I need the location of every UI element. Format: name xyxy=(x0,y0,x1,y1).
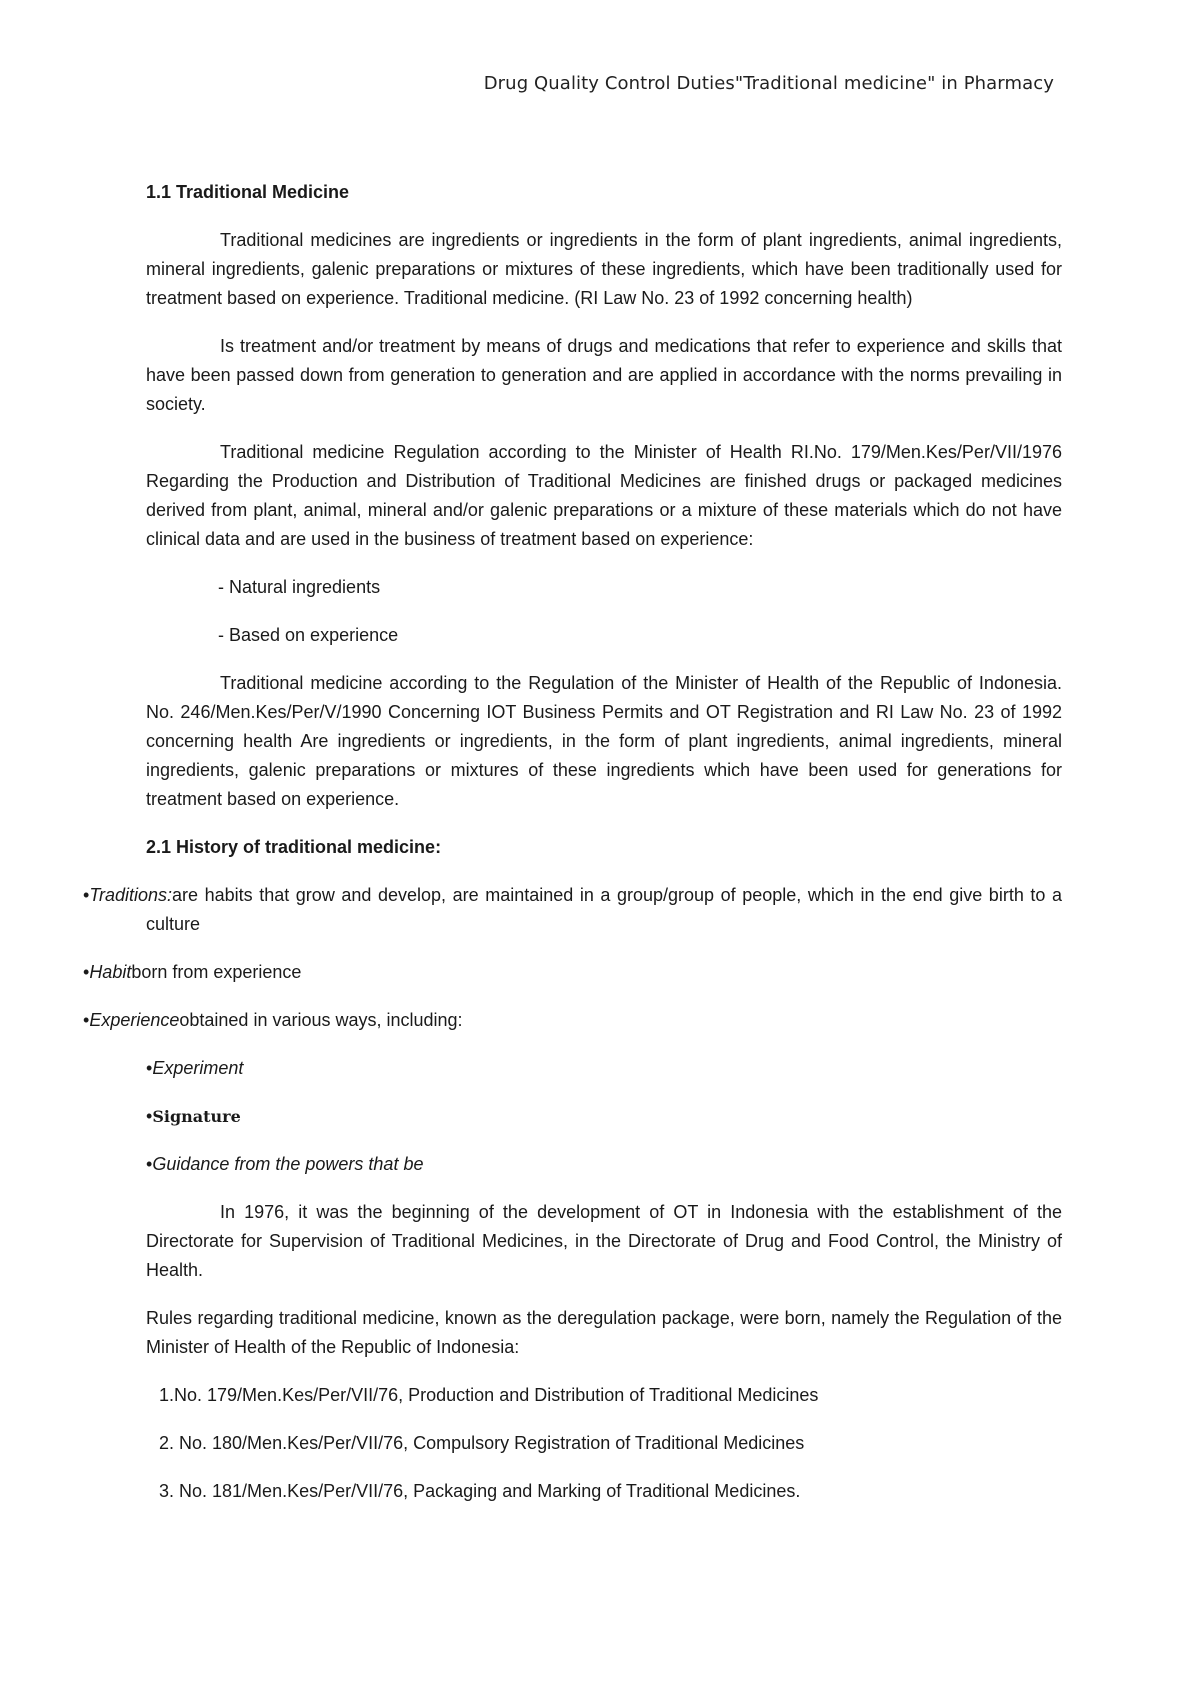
bullet-icon: • xyxy=(83,885,90,905)
paragraph-deregulation: Rules regarding traditional medicine, known as the deregulation package, were born, namely the Regulation of the Minister of Health of the Republic of Indonesia: xyxy=(146,1308,1062,1357)
numbered-item-3: 3. No. 181/Men.Kes/Per/VII/76, Packaging and Marking of Traditional Medicines. xyxy=(159,1481,801,1501)
running-header: Drug Quality Control Duties"Traditional medicine" in Pharmacy xyxy=(483,73,1054,94)
bullet-icon: • xyxy=(83,1010,90,1030)
paragraph-definition: Traditional medicines are ingredients or ingredients in the form of plant ingredients, animal ingredients, mineral ingredients, galenic preparations or mixtures of these ingredients, which have been traditionally used for treatment based on experience. Traditional medicine. (RI Law No. 23 of 1992 concerning health) xyxy=(146,230,1062,308)
list-item-natural-ingredients: - Natural ingredients xyxy=(218,577,381,597)
bullet-text: born from experience xyxy=(131,962,302,982)
bullet-icon: • xyxy=(146,1154,153,1174)
bullet-icon: • xyxy=(83,962,90,982)
bullet-traditions xyxy=(83,881,1062,939)
paragraph-regulation-1976: Traditional medicine Regulation according to the Minister of Health RI.No. 179/Men.Kes/Per/VII/1976 Regarding the Production and Distribution of Traditional Medicines are finished drugs or packaged medicines derived from plant, animal, mineral and/or galenic preparations or a mixture of these materials which do not have clinical data and are used in the business of treatment based on experience: xyxy=(146,442,1062,549)
sub-bullet-text: Signature xyxy=(152,1107,241,1126)
sub-bullet-text: Experiment xyxy=(152,1058,244,1078)
bullet-term: Traditions: xyxy=(89,885,173,905)
bullet-habit xyxy=(83,958,1062,987)
paragraph-regulation-1990: Traditional medicine according to the Regulation of the Minister of Health of the Republic of Indonesia. No. 246/Men.Kes/Per/V/1990 Concerning IOT Business Permits and OT Registration and RI Law No. 23 of 1992 concerning health Are ingredients or ingredients, in the form of plant ingredients, animal ingredients, mineral ingredients, galenic preparations or mixtures of these ingredients which have been used for generations for treatment based on experience. xyxy=(146,673,1062,809)
sub-bullet-signature xyxy=(146,1102,1062,1131)
bullet-icon: • xyxy=(146,1106,153,1126)
section-heading-1-1: 1.1 Traditional Medicine xyxy=(146,182,350,202)
bullet-text: obtained in various ways, including: xyxy=(179,1010,463,1030)
numbered-item-2: 2. No. 180/Men.Kes/Per/VII/76, Compulsory Registration of Traditional Medicines xyxy=(159,1433,805,1453)
list-item-based-on-experience: - Based on experience xyxy=(218,625,399,645)
sub-bullet-text: Guidance from the powers that be xyxy=(152,1154,424,1174)
paragraph-1976-history: In 1976, it was the beginning of the development of OT in Indonesia with the establishment of the Directorate for Supervision of Traditional Medicines, in the Directorate of Drug and Food Control, the Ministry of Health. xyxy=(146,1202,1062,1280)
numbered-item-1: 1.No. 179/Men.Kes/Per/VII/76, Production and Distribution of Traditional Medicines xyxy=(159,1385,819,1405)
paragraph-treatment: Is treatment and/or treatment by means of drugs and medications that refer to experience and skills that have been passed down from generation to generation and are applied in accordance with the norms prevailing in society. xyxy=(146,336,1062,414)
section-heading-2-1: 2.1 History of traditional medicine: xyxy=(146,837,442,857)
sub-bullet-experiment xyxy=(146,1054,1062,1083)
bullet-term: Experience xyxy=(89,1010,180,1030)
bullet-term: Habit xyxy=(89,962,132,982)
document-body xyxy=(83,178,1062,1506)
sub-bullet-guidance xyxy=(146,1150,1062,1179)
bullet-icon: • xyxy=(146,1058,153,1078)
bullet-text: are habits that grow and develop, are maintained in a group/group of people, which in the end give birth to a culture xyxy=(146,885,1062,934)
bullet-experience xyxy=(83,1006,1062,1035)
